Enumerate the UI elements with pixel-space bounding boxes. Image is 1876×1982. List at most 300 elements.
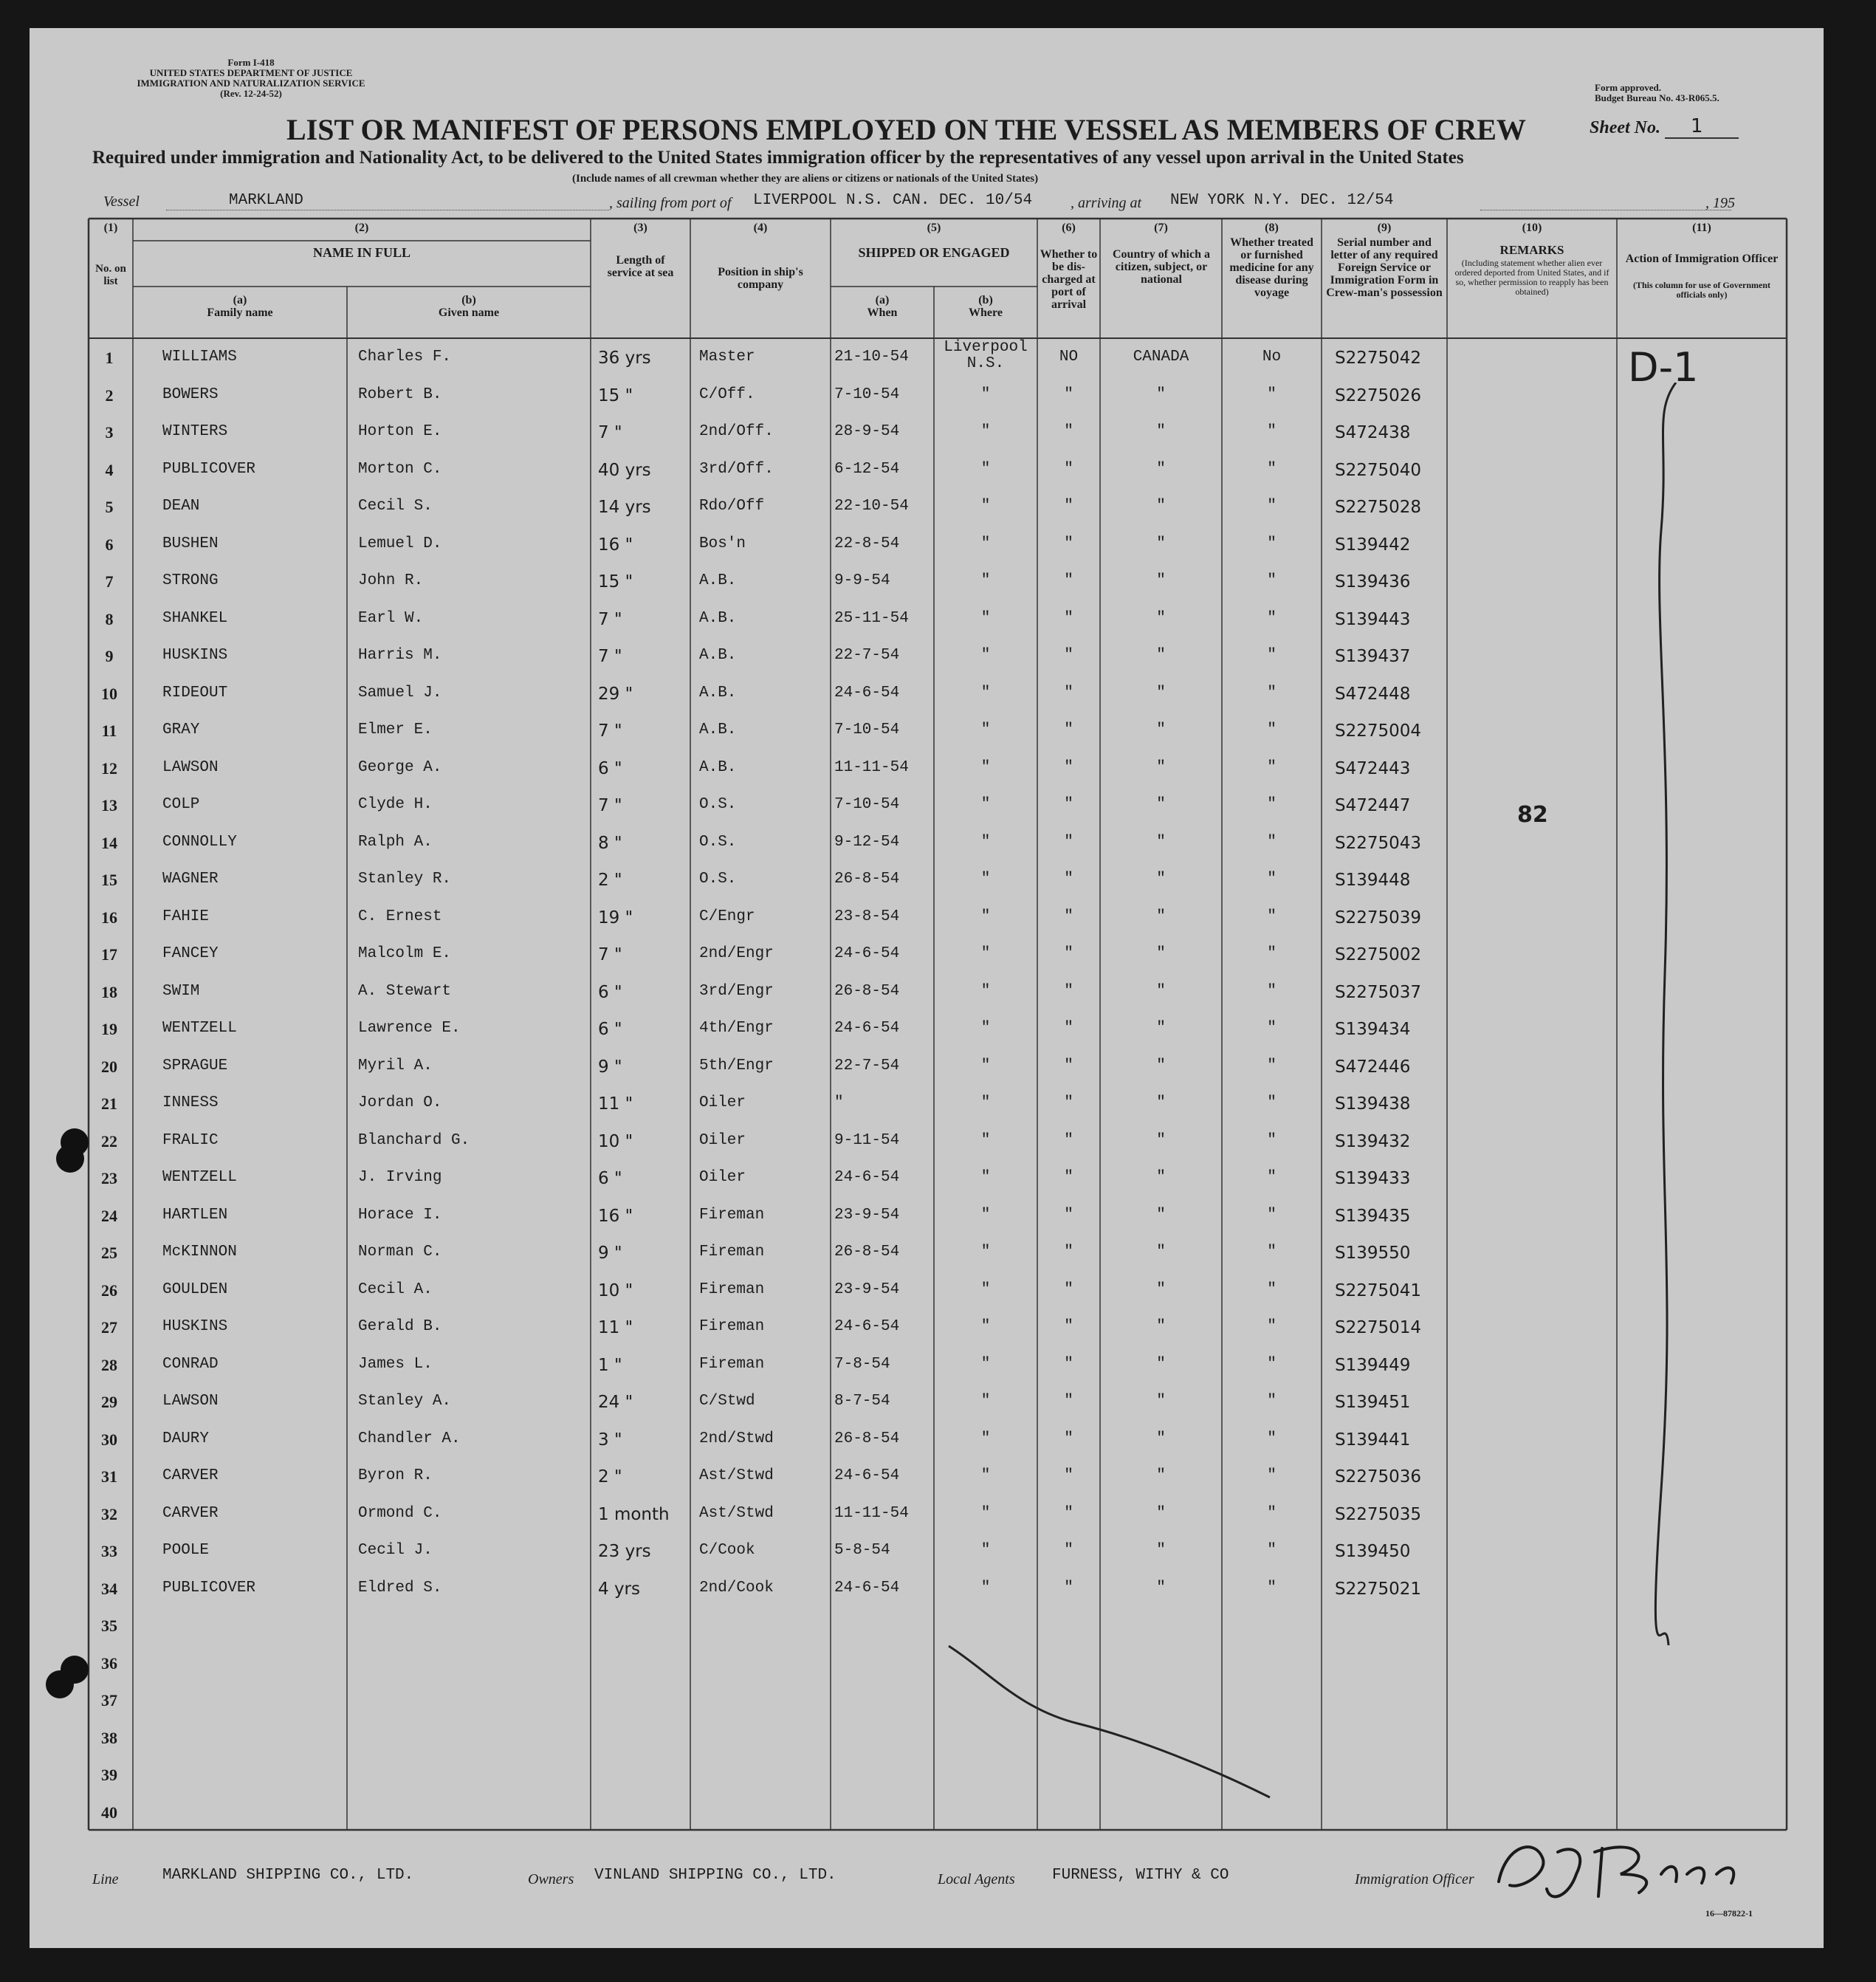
cell-serial: S472447 — [1335, 796, 1411, 815]
cell-service: 19 " — [598, 908, 633, 927]
cell-when: 26-8-54 — [834, 1244, 900, 1261]
cell-discharge: " — [1064, 1094, 1073, 1111]
cell-discharge: " — [1064, 1131, 1073, 1149]
cell-medicine: " — [1267, 684, 1277, 702]
cell-position: A.B. — [699, 684, 737, 702]
cell-where: " — [980, 1579, 991, 1597]
col6-number: (6) — [1062, 222, 1076, 234]
cell-given: Lawrence E. — [358, 1020, 461, 1037]
row-number: 25 — [101, 1244, 117, 1262]
col9-number: (9) — [1377, 222, 1392, 234]
cell-country: " — [1156, 498, 1166, 515]
cell-country: " — [1156, 460, 1166, 478]
row-number: 28 — [101, 1355, 117, 1374]
cell-position: Bos'n — [699, 535, 746, 552]
row-number: 39 — [101, 1766, 117, 1784]
cell-family: WILLIAMS — [162, 349, 237, 366]
cell-serial: S2275041 — [1335, 1280, 1422, 1300]
cell-where: " — [980, 1057, 991, 1074]
cell-service: 7 " — [598, 945, 622, 964]
cell-service: 40 yrs — [598, 460, 651, 480]
cell-service: 7 " — [598, 721, 622, 741]
row-number: 14 — [101, 833, 117, 852]
sheet-number: 1 — [1691, 115, 1703, 137]
cell-medicine: " — [1267, 871, 1277, 888]
cell-given: A. Stewart — [358, 982, 452, 1000]
binder-hole — [56, 1145, 84, 1173]
cell-given: Horace I. — [358, 1206, 442, 1224]
cell-family: WENTZELL — [162, 1020, 237, 1037]
cell-position: Fireman — [699, 1244, 765, 1261]
cell-family: RIDEOUT — [162, 684, 228, 702]
cell-when: 7-8-54 — [834, 1355, 890, 1373]
cell-position: O.S. — [699, 833, 737, 851]
col5-header: SHIPPED OR ENGAGED — [858, 245, 1010, 260]
cell-country: " — [1156, 833, 1166, 851]
cell-when: 11-11-54 — [834, 1504, 909, 1522]
cell-family: HARTLEN — [162, 1206, 228, 1224]
cell-position: A.B. — [699, 647, 737, 664]
cell-country: " — [1156, 1131, 1166, 1149]
cell-where: " — [980, 1131, 991, 1149]
cell-where: " — [980, 572, 991, 589]
cell-when: 24-6-54 — [834, 1467, 900, 1484]
cell-position: 2nd/Engr — [699, 945, 774, 962]
cell-position: 4th/Engr — [699, 1020, 774, 1037]
cell-family: HUSKINS — [162, 647, 228, 664]
cell-medicine: " — [1267, 385, 1277, 403]
cell-given: Jordan O. — [358, 1094, 442, 1111]
cell-medicine: " — [1267, 535, 1277, 552]
cell-discharge: " — [1064, 945, 1073, 962]
cell-when: 24-6-54 — [834, 1318, 900, 1335]
cell-service: 7 " — [598, 423, 622, 442]
cell-where: " — [980, 1020, 991, 1037]
cell-service: 15 " — [598, 385, 633, 405]
col1-number: (1) — [103, 222, 118, 234]
cell-position: A.B. — [699, 721, 737, 738]
cell-country: " — [1156, 647, 1166, 664]
cell-position: 2nd/Cook — [699, 1579, 774, 1597]
cell-medicine: " — [1267, 945, 1277, 962]
cell-medicine: " — [1267, 609, 1277, 627]
cell-service: 24 " — [598, 1393, 633, 1412]
col10-note: (Including statement whether alien ever ordered deported from United States, and if so, whether permission to reapply has been obtained) — [1454, 258, 1609, 297]
cell-medicine: " — [1267, 833, 1277, 851]
cell-position: O.S. — [699, 796, 737, 813]
cell-discharge: " — [1064, 796, 1073, 813]
cell-given: Ormond C. — [358, 1504, 442, 1522]
cell-service: 1 " — [598, 1355, 622, 1375]
cell-family: FANCEY — [162, 945, 219, 962]
cell-where: " — [980, 721, 991, 738]
cell-position: 2nd/Stwd — [699, 1430, 774, 1447]
cell-discharge: " — [1064, 1467, 1073, 1484]
cell-serial: S139442 — [1335, 535, 1411, 555]
cell-family: BOWERS — [162, 385, 219, 403]
cell-given: James L. — [358, 1355, 433, 1373]
cell-when: 7-10-54 — [834, 385, 900, 403]
cell-given: Lemuel D. — [358, 535, 442, 552]
cell-where: " — [980, 796, 991, 813]
cell-service: 11 " — [598, 1094, 633, 1114]
cell-medicine: " — [1267, 1542, 1277, 1559]
cell-medicine: " — [1267, 796, 1277, 813]
row-number: 4 — [105, 460, 114, 479]
cell-medicine: " — [1267, 498, 1277, 515]
cell-service: 6 " — [598, 758, 622, 778]
cell-position: C/Engr — [699, 908, 755, 925]
cell-family: FRALIC — [162, 1131, 219, 1149]
cell-service: 36 yrs — [598, 349, 651, 368]
row-number: 24 — [101, 1206, 117, 1225]
cell-serial: S139448 — [1335, 871, 1411, 890]
cell-when: 7-10-54 — [834, 796, 900, 813]
cell-discharge: " — [1064, 1542, 1073, 1559]
cell-discharge: " — [1064, 1206, 1073, 1224]
cell-discharge: " — [1064, 385, 1073, 403]
cell-given: Elmer E. — [358, 721, 433, 738]
cell-discharge: " — [1064, 423, 1073, 440]
cell-given: Eldred S. — [358, 1579, 442, 1597]
cell-service: 16 " — [598, 535, 633, 555]
cell-given: Earl W. — [358, 609, 424, 627]
binder-hole — [46, 1670, 74, 1698]
cell-service: 2 " — [598, 871, 622, 890]
cell-when: 5-8-54 — [834, 1542, 890, 1559]
owners-label: Owners — [528, 1871, 574, 1887]
cell-where: " — [980, 1504, 991, 1522]
col8-header: Whether treated or furnished medicine for any disease during voyage — [1229, 236, 1314, 299]
cell-given: Blanchard G. — [358, 1131, 470, 1149]
cell-country: " — [1156, 1393, 1166, 1410]
cell-given: Robert B. — [358, 385, 442, 403]
cell-position: A.B. — [699, 572, 737, 589]
cell-discharge: NO — [1059, 349, 1079, 366]
col11-header: Action of Immigration Officer — [1625, 253, 1779, 265]
row-number: 22 — [101, 1131, 117, 1151]
cell-given: Norman C. — [358, 1244, 442, 1261]
cell-when: 24-6-54 — [834, 684, 900, 702]
cell-family: PUBLICOVER — [162, 1579, 256, 1597]
cell-when: 21-10-54 — [834, 349, 909, 366]
row-number: 21 — [101, 1094, 117, 1113]
cell-when: 6-12-54 — [834, 460, 900, 478]
cell-discharge: " — [1064, 1393, 1073, 1410]
cell-family: CONNOLLY — [162, 833, 237, 851]
row-number: 17 — [101, 945, 117, 964]
cell-service: 10 " — [598, 1131, 633, 1151]
col6-header: Whether to be dis-charged at port of arrival — [1040, 248, 1098, 311]
cell-where: " — [980, 1318, 991, 1335]
cell-medicine: " — [1267, 1504, 1277, 1522]
cancel-diagonal — [945, 1642, 1285, 1805]
cell-position: O.S. — [699, 871, 737, 888]
row-number: 30 — [101, 1430, 117, 1449]
agents-label: Local Agents — [938, 1871, 1015, 1887]
col2-number: (2) — [354, 222, 369, 234]
form-note: (Include names of all crewman whether they are aliens or citizens or nationals of the United States) — [572, 173, 1039, 185]
cell-position: A.B. — [699, 609, 737, 627]
row-number: 5 — [105, 498, 114, 516]
cell-serial: S139434 — [1335, 1020, 1411, 1039]
row-number: 2 — [105, 385, 114, 405]
print-code: 16—87822-1 — [1705, 1908, 1753, 1918]
cell-serial: S2275002 — [1335, 945, 1422, 964]
row-number: 11 — [101, 721, 117, 740]
cell-medicine: " — [1267, 1318, 1277, 1335]
cell-serial: S139450 — [1335, 1542, 1411, 1561]
cell-service: 14 yrs — [598, 498, 651, 517]
row-number: 12 — [101, 758, 117, 778]
cell-position: Oiler — [699, 1131, 746, 1149]
approval-line: Form approved. — [1595, 82, 1662, 93]
cell-service: 6 " — [598, 1169, 622, 1188]
cell-serial: S2275035 — [1335, 1504, 1422, 1524]
cell-when: 24-6-54 — [834, 1169, 900, 1186]
form-number: Form I-418 — [227, 57, 275, 68]
cell-serial: S472448 — [1335, 684, 1411, 704]
cell-position: Ast/Stwd — [699, 1467, 774, 1484]
cell-discharge: " — [1064, 833, 1073, 851]
col2a-header: (a) Family name — [207, 294, 273, 319]
cell-where: " — [980, 684, 991, 702]
cell-country: " — [1156, 1206, 1166, 1224]
cell-position: 3rd/Off. — [699, 460, 774, 478]
cell-when: 22-7-54 — [834, 1057, 900, 1074]
cell-given: Charles F. — [358, 349, 452, 366]
cell-discharge: " — [1064, 1057, 1073, 1074]
cell-family: BUSHEN — [162, 535, 219, 552]
officer-label: Immigration Officer — [1355, 1871, 1474, 1887]
cell-serial: S139441 — [1335, 1430, 1411, 1450]
cell-country: " — [1156, 1020, 1166, 1037]
col7-number: (7) — [1154, 222, 1168, 234]
cell-discharge: " — [1064, 721, 1073, 738]
arriving-label: , arriving at — [1071, 195, 1142, 211]
cell-discharge: " — [1064, 1579, 1073, 1597]
owners-value: VINLAND SHIPPING CO., LTD. — [594, 1867, 836, 1884]
cell-medicine: " — [1267, 721, 1277, 738]
cell-when: 24-6-54 — [834, 945, 900, 962]
col7-header: Country of which a citizen, subject, or national — [1112, 248, 1210, 286]
cell-service: 10 " — [598, 1280, 633, 1300]
cell-country: CANADA — [1133, 349, 1189, 366]
sheet-label: Sheet No. — [1590, 118, 1660, 137]
vessel-name: MARKLAND — [229, 192, 303, 209]
cell-serial: S139433 — [1335, 1169, 1411, 1188]
cell-family: CARVER — [162, 1467, 219, 1484]
sailing-label: , sailing from port of — [609, 195, 732, 211]
cell-family: SWIM — [162, 982, 200, 1000]
cell-given: John R. — [358, 572, 424, 589]
cell-given: Malcolm E. — [358, 945, 452, 962]
cell-position: Fireman — [699, 1206, 765, 1224]
cell-service: 9 " — [598, 1057, 622, 1077]
budget-bureau-line: Budget Bureau No. 43-R065.5. — [1595, 92, 1719, 103]
cell-service: 3 " — [598, 1430, 622, 1450]
col11-number: (11) — [1692, 222, 1711, 234]
cell-when: 9-11-54 — [834, 1131, 900, 1149]
cell-serial: S2275021 — [1335, 1579, 1422, 1599]
cell-country: " — [1156, 684, 1166, 702]
cell-position: 3rd/Engr — [699, 982, 774, 1000]
cell-family: SHANKEL — [162, 609, 228, 627]
cell-serial: S2275040 — [1335, 460, 1422, 480]
cell-country: " — [1156, 1504, 1166, 1522]
cell-where: " — [980, 1430, 991, 1447]
cell-when: 24-6-54 — [834, 1579, 900, 1597]
col8-number: (8) — [1265, 222, 1279, 234]
cell-family: SPRAGUE — [162, 1057, 228, 1074]
cell-when: " — [834, 1094, 844, 1111]
cell-discharge: " — [1064, 1430, 1073, 1447]
row-number: 40 — [101, 1803, 117, 1822]
cell-when: 23-8-54 — [834, 908, 900, 925]
row-number: 33 — [101, 1542, 117, 1560]
row-number: 18 — [101, 982, 117, 1001]
cell-country: " — [1156, 385, 1166, 403]
cell-when: 26-8-54 — [834, 1430, 900, 1447]
cell-country: " — [1156, 1057, 1166, 1074]
row-number: 13 — [101, 796, 117, 815]
manifest-sheet — [30, 28, 1824, 1948]
cell-position: Fireman — [699, 1355, 765, 1373]
cell-where: " — [980, 609, 991, 627]
cell-medicine: " — [1267, 423, 1277, 440]
cell-service: 1 month — [598, 1504, 670, 1524]
row-number: 1 — [105, 349, 114, 367]
cell-serial: S139550 — [1335, 1244, 1411, 1263]
col4-number: (4) — [753, 222, 768, 234]
cell-given: C. Ernest — [358, 908, 442, 925]
cell-service: 2 " — [598, 1467, 622, 1486]
cell-when: 22-10-54 — [834, 498, 909, 515]
form-title: LIST OR MANIFEST OF PERSONS EMPLOYED ON THE VESSEL AS MEMBERS OF CREW — [286, 113, 1526, 146]
cell-country: " — [1156, 758, 1166, 776]
cell-when: 22-7-54 — [834, 647, 900, 664]
row-number: 38 — [101, 1728, 117, 1747]
cell-where: " — [980, 1244, 991, 1261]
cell-where: " — [980, 945, 991, 962]
remarks-number: 82 — [1517, 802, 1548, 828]
row-number: 35 — [101, 1616, 117, 1635]
col1-header: No. on list — [95, 263, 126, 287]
cell-serial: S2275026 — [1335, 385, 1422, 405]
row-number: 10 — [101, 684, 117, 703]
cell-service: 15 " — [598, 572, 633, 591]
cell-discharge: " — [1064, 572, 1073, 589]
form-subtitle: Required under immigration and Nationality Act, to be delivered to the United States immigration officer by the representatives of any vessel upon arrival in the United States — [92, 148, 1464, 168]
col3-number: (3) — [633, 222, 647, 234]
cell-given: George A. — [358, 758, 442, 776]
cell-country: " — [1156, 1169, 1166, 1186]
col11-note: (This column for use of Government officials only) — [1632, 280, 1771, 300]
cell-given: Gerald B. — [358, 1318, 442, 1335]
cell-where: " — [980, 460, 991, 478]
cell-discharge: " — [1064, 460, 1073, 478]
col5-number: (5) — [927, 222, 941, 234]
sailing-port: LIVERPOOL N.S. CAN. DEC. 10/54 — [753, 192, 1033, 209]
row-number: 8 — [105, 609, 114, 628]
cell-medicine: " — [1267, 1355, 1277, 1373]
cell-given: J. Irving — [358, 1169, 442, 1186]
cell-given: Chandler A. — [358, 1430, 461, 1447]
cell-position: Rdo/Off — [699, 498, 765, 515]
cell-position: Fireman — [699, 1318, 765, 1335]
cell-position: 5th/Engr — [699, 1057, 774, 1074]
row-number: 19 — [101, 1020, 117, 1038]
cell-serial: S2275042 — [1335, 349, 1422, 368]
cell-medicine: " — [1267, 1057, 1277, 1074]
cell-when: 11-11-54 — [834, 758, 909, 776]
cell-where: " — [980, 871, 991, 888]
officer-signature — [1491, 1830, 1772, 1911]
cell-when: 28-9-54 — [834, 423, 900, 440]
cell-medicine: " — [1267, 1467, 1277, 1484]
cell-discharge: " — [1064, 535, 1073, 552]
cell-service: 9 " — [598, 1244, 622, 1263]
cell-service: 7 " — [598, 647, 622, 666]
cell-country: " — [1156, 1430, 1166, 1447]
row-number: 29 — [101, 1393, 117, 1411]
cell-medicine: " — [1267, 758, 1277, 776]
cell-serial: S2275014 — [1335, 1318, 1422, 1337]
cell-family: WENTZELL — [162, 1169, 237, 1186]
cell-family: GRAY — [162, 721, 200, 738]
cell-service: 29 " — [598, 684, 633, 704]
cell-family: CONRAD — [162, 1355, 219, 1373]
cell-given: Ralph A. — [358, 833, 433, 851]
row-number: 34 — [101, 1579, 117, 1598]
cell-serial: S472443 — [1335, 758, 1411, 778]
cell-where: " — [980, 1094, 991, 1111]
cell-discharge: " — [1064, 908, 1073, 925]
cell-country: " — [1156, 871, 1166, 888]
cell-serial: S139443 — [1335, 609, 1411, 629]
cell-where: " — [980, 833, 991, 851]
row-number: 37 — [101, 1691, 117, 1710]
department-name: UNITED STATES DEPARTMENT OF JUSTICE — [149, 67, 353, 78]
cell-serial: S2275036 — [1335, 1467, 1422, 1486]
cell-where: " — [980, 1169, 991, 1186]
cell-when: 23-9-54 — [834, 1280, 900, 1298]
cell-where: " — [980, 982, 991, 1000]
cell-family: INNESS — [162, 1094, 219, 1111]
cell-discharge: " — [1064, 982, 1073, 1000]
cell-service: 6 " — [598, 982, 622, 1002]
row-number: 27 — [101, 1318, 117, 1337]
cell-where: " — [980, 1467, 991, 1484]
cell-discharge: " — [1064, 1020, 1073, 1037]
cell-given: Harris M. — [358, 647, 442, 664]
cell-where: Liverpool N.S. — [944, 339, 1028, 372]
cell-family: COLP — [162, 796, 200, 813]
cell-service: 11 " — [598, 1318, 633, 1337]
row-number: 9 — [105, 647, 114, 665]
cell-given: Myril A. — [358, 1057, 433, 1074]
cell-medicine: " — [1267, 1579, 1277, 1597]
cell-discharge: " — [1064, 1244, 1073, 1261]
cell-serial: S139449 — [1335, 1355, 1411, 1375]
cell-service: 8 " — [598, 833, 622, 853]
cell-family: HUSKINS — [162, 1318, 228, 1335]
cell-service: 7 " — [598, 609, 622, 629]
cell-serial: S139432 — [1335, 1131, 1411, 1151]
cell-medicine: " — [1267, 647, 1277, 664]
cell-when: 23-9-54 — [834, 1206, 900, 1224]
cell-discharge: " — [1064, 1169, 1073, 1186]
